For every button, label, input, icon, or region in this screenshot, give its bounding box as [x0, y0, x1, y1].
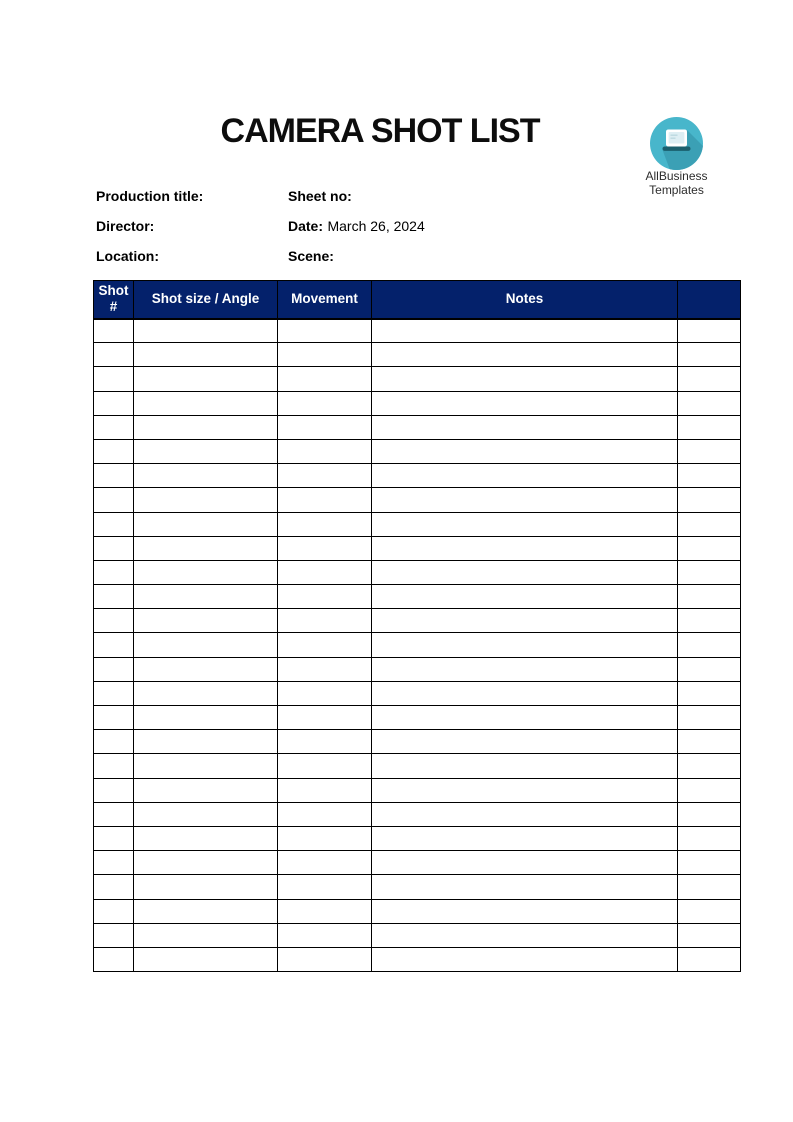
table-cell-empty[interactable] — [94, 585, 134, 609]
table-cell-empty[interactable] — [278, 778, 372, 802]
table-header — [94, 281, 741, 319]
table-row — [94, 585, 741, 609]
table-cell-empty[interactable] — [94, 560, 134, 584]
table-cell-empty[interactable] — [94, 826, 134, 850]
production-title-field — [96, 188, 288, 206]
table-cell-empty[interactable] — [678, 319, 741, 343]
director-label: Director: — [96, 218, 155, 234]
table-cell-empty[interactable] — [372, 633, 678, 657]
table-cell-empty[interactable] — [278, 706, 372, 730]
table-cell-empty[interactable] — [278, 367, 372, 391]
table-row — [94, 367, 741, 391]
table-cell-empty[interactable] — [372, 488, 678, 512]
table-cell-empty[interactable] — [278, 560, 372, 584]
table-cell-empty[interactable] — [94, 633, 134, 657]
table-cell-empty[interactable] — [678, 875, 741, 899]
table-row — [94, 343, 741, 367]
table-cell-empty[interactable] — [94, 923, 134, 947]
table-row — [94, 730, 741, 754]
table-row — [94, 754, 741, 778]
table-cell-empty[interactable] — [678, 754, 741, 778]
form-row — [96, 248, 656, 278]
table-cell-empty[interactable] — [372, 512, 678, 536]
table-cell-empty[interactable] — [134, 560, 278, 584]
table-cell-empty[interactable] — [134, 923, 278, 947]
table-cell-empty[interactable] — [94, 488, 134, 512]
table-cell-empty[interactable] — [134, 391, 278, 415]
table-cell-empty[interactable] — [94, 899, 134, 923]
table-cell-empty[interactable] — [372, 899, 678, 923]
table-cell-empty[interactable] — [278, 319, 372, 343]
shot-table-body — [94, 319, 741, 972]
director-field — [96, 218, 288, 236]
table-cell-empty[interactable] — [678, 851, 741, 875]
table-cell-empty[interactable] — [678, 657, 741, 681]
table-cell-empty[interactable] — [372, 851, 678, 875]
table-row — [94, 923, 741, 947]
table-cell-empty[interactable] — [94, 367, 134, 391]
table-cell-empty[interactable] — [134, 536, 278, 560]
table-cell-empty[interactable] — [678, 343, 741, 367]
date-label: Date: — [288, 218, 324, 234]
shot-list-table — [93, 280, 741, 972]
table-cell-empty[interactable] — [94, 391, 134, 415]
table-row — [94, 706, 741, 730]
table-cell-empty[interactable] — [372, 609, 678, 633]
table-cell-empty[interactable] — [278, 439, 372, 463]
table-cell-empty[interactable] — [134, 826, 278, 850]
table-cell-empty[interactable] — [278, 681, 372, 705]
table-cell-empty[interactable] — [678, 778, 741, 802]
table-cell-empty[interactable] — [278, 802, 372, 826]
table-cell-empty[interactable] — [372, 560, 678, 584]
table-cell-empty[interactable] — [278, 391, 372, 415]
table-cell-empty[interactable] — [94, 706, 134, 730]
table-cell-empty[interactable] — [134, 730, 278, 754]
table-cell-empty[interactable] — [134, 657, 278, 681]
table-cell-empty[interactable] — [134, 439, 278, 463]
table-cell-empty[interactable] — [94, 609, 134, 633]
laptop-icon — [650, 117, 703, 170]
table-row — [94, 851, 741, 875]
table-cell-empty[interactable] — [372, 802, 678, 826]
table-cell-empty[interactable] — [372, 681, 678, 705]
table-cell-empty[interactable] — [134, 899, 278, 923]
table-cell-empty[interactable] — [678, 391, 741, 415]
table-cell-empty[interactable] — [678, 464, 741, 488]
table-cell-empty[interactable] — [278, 923, 372, 947]
table-cell-empty[interactable] — [678, 730, 741, 754]
table-cell-empty[interactable] — [678, 681, 741, 705]
logo-text-line1: AllBusiness — [645, 169, 708, 183]
page-title: CAMERA SHOT LIST — [220, 112, 540, 150]
table-cell-empty[interactable] — [372, 657, 678, 681]
table-cell-empty[interactable] — [134, 706, 278, 730]
table-cell-empty[interactable] — [678, 633, 741, 657]
table-cell-empty[interactable] — [278, 488, 372, 512]
table-cell-empty[interactable] — [372, 464, 678, 488]
table-cell-empty[interactable] — [678, 899, 741, 923]
table-cell-empty[interactable] — [134, 512, 278, 536]
column-header-notes: Notes — [372, 281, 678, 319]
table-cell-empty[interactable] — [278, 536, 372, 560]
table-row — [94, 875, 741, 899]
scene-label: Scene: — [288, 248, 334, 264]
table-cell-empty[interactable] — [678, 802, 741, 826]
table-cell-empty[interactable] — [678, 439, 741, 463]
table-cell-empty[interactable] — [134, 367, 278, 391]
table-cell-empty[interactable] — [372, 439, 678, 463]
table-cell-empty[interactable] — [94, 802, 134, 826]
table-cell-empty[interactable] — [94, 851, 134, 875]
table-cell-empty[interactable] — [134, 633, 278, 657]
table-cell-empty[interactable] — [94, 754, 134, 778]
table-row — [94, 319, 741, 343]
table-cell-empty[interactable] — [94, 778, 134, 802]
table-cell-empty[interactable] — [372, 536, 678, 560]
table-cell-empty[interactable] — [94, 464, 134, 488]
form-row — [96, 218, 656, 248]
table-cell-empty[interactable] — [678, 609, 741, 633]
table-row — [94, 633, 741, 657]
table-cell-empty[interactable] — [372, 415, 678, 439]
table-cell-empty[interactable] — [278, 464, 372, 488]
table-cell-empty[interactable] — [678, 923, 741, 947]
form-row — [96, 188, 656, 218]
table-cell-empty[interactable] — [372, 875, 678, 899]
table-cell-empty[interactable] — [134, 415, 278, 439]
table-cell-empty[interactable] — [94, 681, 134, 705]
table-cell-empty[interactable] — [278, 875, 372, 899]
table-header-row — [94, 281, 741, 319]
table-cell-empty[interactable] — [94, 343, 134, 367]
date-field — [288, 218, 425, 236]
brand-logo — [636, 117, 717, 197]
table-cell-empty[interactable] — [94, 319, 134, 343]
table-cell-empty[interactable] — [94, 536, 134, 560]
table-cell-empty[interactable] — [278, 899, 372, 923]
table-cell-empty[interactable] — [278, 947, 372, 971]
table-cell-empty[interactable] — [278, 343, 372, 367]
table-cell-empty[interactable] — [678, 536, 741, 560]
table-cell-empty[interactable] — [94, 512, 134, 536]
table-row — [94, 415, 741, 439]
table-cell-empty[interactable] — [278, 730, 372, 754]
table-cell-empty[interactable] — [278, 585, 372, 609]
table-cell-empty[interactable] — [372, 706, 678, 730]
table-cell-empty[interactable] — [678, 585, 741, 609]
table-cell-empty[interactable] — [372, 826, 678, 850]
table-cell-empty[interactable] — [372, 923, 678, 947]
table-cell-empty[interactable] — [372, 730, 678, 754]
table-cell-empty[interactable] — [278, 633, 372, 657]
table-cell-empty[interactable] — [278, 826, 372, 850]
table-row — [94, 488, 741, 512]
table-cell-empty[interactable] — [94, 439, 134, 463]
sheet-no-label: Sheet no: — [288, 188, 352, 204]
table-cell-empty[interactable] — [372, 585, 678, 609]
table-cell-empty[interactable] — [372, 778, 678, 802]
sheet-no-field — [288, 188, 352, 206]
table-cell-empty[interactable] — [94, 730, 134, 754]
table-cell-empty[interactable] — [372, 391, 678, 415]
column-header-shot-size-angle: Shot size / Angle — [134, 281, 278, 319]
table-cell-empty[interactable] — [134, 778, 278, 802]
column-header-shot-number: Shot # — [94, 281, 134, 319]
table-row — [94, 391, 741, 415]
table-cell-empty[interactable] — [678, 367, 741, 391]
table-cell-empty[interactable] — [372, 947, 678, 971]
table-cell-empty[interactable] — [678, 947, 741, 971]
table-cell-empty[interactable] — [134, 319, 278, 343]
table-cell-empty[interactable] — [678, 706, 741, 730]
column-header-blank — [678, 281, 741, 319]
table-row — [94, 512, 741, 536]
location-label: Location: — [96, 248, 159, 264]
table-cell-empty[interactable] — [134, 851, 278, 875]
table-row — [94, 899, 741, 923]
table-cell-empty[interactable] — [94, 415, 134, 439]
table-cell-empty[interactable] — [134, 343, 278, 367]
table-cell-empty[interactable] — [278, 415, 372, 439]
table-cell-empty[interactable] — [278, 609, 372, 633]
table-row — [94, 681, 741, 705]
table-cell-empty[interactable] — [134, 681, 278, 705]
table-cell-empty[interactable] — [134, 754, 278, 778]
table-cell-empty[interactable] — [372, 343, 678, 367]
table-cell-empty[interactable] — [678, 415, 741, 439]
date-value[interactable]: March 26, 2024 — [327, 218, 425, 234]
table-cell-empty[interactable] — [678, 512, 741, 536]
table-cell-empty[interactable] — [372, 367, 678, 391]
logo-text-line2: Templates — [649, 182, 704, 197]
table-cell-empty[interactable] — [134, 947, 278, 971]
table-row — [94, 609, 741, 633]
table-row — [94, 778, 741, 802]
table-cell-empty[interactable] — [134, 802, 278, 826]
table-cell-empty[interactable] — [94, 947, 134, 971]
table-cell-empty[interactable] — [278, 851, 372, 875]
production-title-label: Production title: — [96, 188, 204, 204]
table-row — [94, 560, 741, 584]
table-row — [94, 464, 741, 488]
table-cell-empty[interactable] — [278, 657, 372, 681]
table-row — [94, 657, 741, 681]
table-row — [94, 947, 741, 971]
table-row — [94, 802, 741, 826]
table-cell-empty[interactable] — [134, 488, 278, 512]
table-cell-empty[interactable] — [278, 512, 372, 536]
scene-field — [288, 248, 334, 266]
table-row — [94, 536, 741, 560]
table-cell-empty[interactable] — [134, 585, 278, 609]
table-cell-empty[interactable] — [94, 657, 134, 681]
table-row — [94, 439, 741, 463]
table-cell-empty[interactable] — [678, 826, 741, 850]
table-cell-empty[interactable] — [678, 488, 741, 512]
table-cell-empty[interactable] — [678, 560, 741, 584]
column-header-movement: Movement — [278, 281, 372, 319]
location-field — [96, 248, 288, 266]
form-fields — [96, 188, 656, 278]
table-cell-empty[interactable] — [278, 754, 372, 778]
table-cell-empty[interactable] — [94, 875, 134, 899]
table-cell-empty[interactable] — [372, 754, 678, 778]
table-cell-empty[interactable] — [134, 609, 278, 633]
table-cell-empty[interactable] — [134, 464, 278, 488]
table-cell-empty[interactable] — [134, 875, 278, 899]
table-row — [94, 826, 741, 850]
table-cell-empty[interactable] — [372, 319, 678, 343]
